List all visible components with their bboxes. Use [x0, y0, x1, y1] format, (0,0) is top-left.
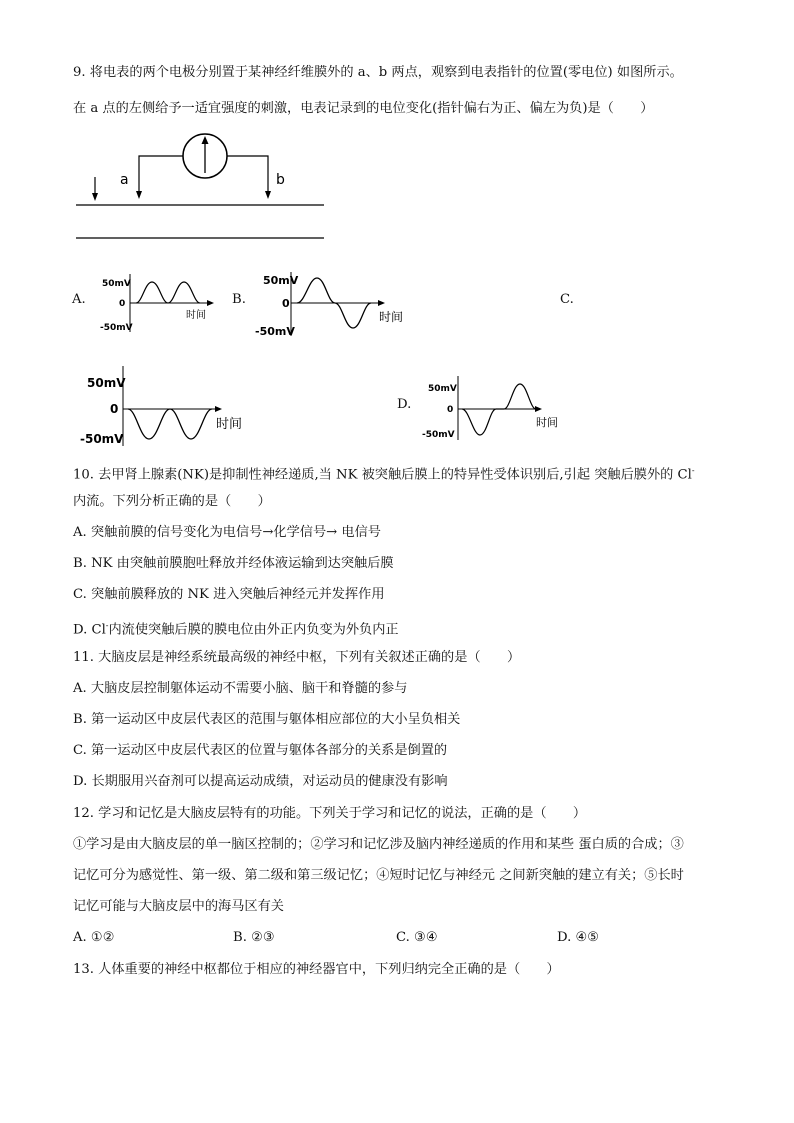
graph-a-xlabel: 时间: [186, 310, 206, 321]
q10-option-d: D. Cl-内流使突触后膜的膜电位由外正内负变为外负内正: [73, 621, 399, 638]
graph-d-xlabel: 时间: [536, 416, 558, 429]
q10-stem-line2: 内流。下列分析正确的是（ ）: [73, 494, 271, 509]
q12-option-a: A. ①②: [73, 930, 115, 945]
q9-option-b-label: B.: [232, 292, 246, 307]
graph-b-ylabel-neg: -50mV: [255, 325, 295, 338]
graph-b-xlabel: 时间: [379, 310, 404, 324]
q12-statement-line2: 记忆可分为感觉性、第一级、第二级和第三级记忆；④短时记忆与神经元 之间新突触的建立有关；⑤长时: [73, 868, 684, 883]
q10-stem-line1: 10. 去甲肾上腺素(NK)是抑制性神经递质,当 NK 被突触后膜上的特异性受体识别后,引起 突触后膜外的 Cl-: [73, 466, 695, 483]
graph-a-ylabel-neg: -50mV: [100, 323, 133, 333]
q9-stem-line1: 9. 将电表的两个电极分别置于某神经纤维膜外的 a、b 两点，观察到电表指针的位置(零电位) 如图所示。: [73, 65, 683, 80]
q9-option-d-label: D.: [397, 397, 412, 412]
q11-option-d: D. 长期服用兴奋剂可以提高运动成绩，对运动员的健康没有影响: [73, 774, 448, 789]
q11-option-c: C. 第一运动区中皮层代表区的位置与躯体各部分的关系是倒置的: [73, 743, 448, 758]
q11-option-a: A. 大脑皮层控制躯体运动不需要小脑、脑干和脊髓的参与: [73, 681, 408, 696]
electrode-a-label: a: [120, 172, 129, 188]
graph-d-ylabel-neg: -50mV: [422, 430, 455, 440]
graph-c-ylabel-neg: -50mV: [80, 432, 124, 446]
graph-d-ylabel-pos: 50mV: [428, 384, 457, 394]
q11-option-b: B. 第一运动区中皮层代表区的范围与躯体相应部位的大小呈负相关: [73, 712, 461, 727]
q12-option-d: D. ④⑤: [557, 930, 600, 945]
q9-stem-line2: 在 a 点的左侧给予一适宜强度的刺激，电表记录到的电位变化(指针偏右为正、偏左为负)是（ ）: [73, 101, 654, 116]
q12-option-b: B. ②③: [233, 930, 275, 945]
q12-stem: 12. 学习和记忆是大脑皮层特有的功能。下列关于学习和记忆的说法，正确的是（ ）: [73, 806, 587, 821]
q9-option-c-label: C.: [560, 292, 574, 307]
graph-c-ylabel-pos: 50mV: [87, 376, 126, 390]
q12-option-c: C. ③④: [396, 930, 438, 945]
electrode-b-label: b: [276, 172, 285, 188]
q10-option-b: B. NK 由突触前膜胞吐释放并经体液运输到达突触后膜: [73, 556, 394, 571]
graph-b-ylabel-pos: 50mV: [263, 274, 299, 287]
graph-c: [80, 362, 255, 450]
graph-d: [420, 372, 565, 444]
graph-d-ylabel-zero: 0: [447, 405, 454, 415]
graph-c-ylabel-zero: 0: [110, 402, 119, 416]
q10-option-a: A. 突触前膜的信号变化为电信号→化学信号→ 电信号: [73, 525, 381, 540]
q9-option-a-label: A.: [72, 292, 86, 307]
graph-a-ylabel-zero: 0: [119, 299, 126, 309]
graph-b-ylabel-zero: 0: [282, 297, 290, 310]
q9-apparatus-figure: [60, 125, 340, 245]
q12-statement-line1: ①学习是由大脑皮层的单一脑区控制的；②学习和记忆涉及脑内神经递质的作用和某些 蛋白质的合成；③: [73, 837, 684, 852]
q10-option-c: C. 突触前膜释放的 NK 进入突触后神经元并发挥作用: [73, 587, 385, 602]
q12-statement-line3: 记忆可能与大脑皮层中的海马区有关: [73, 899, 284, 914]
graph-a: [100, 268, 225, 334]
graph-a-ylabel-pos: 50mV: [102, 279, 131, 289]
q11-stem: 11. 大脑皮层是神经系统最高级的神经中枢，下列有关叙述正确的是（ ）: [73, 650, 521, 665]
graph-c-xlabel: 时间: [216, 417, 243, 432]
q13-stem: 13. 人体重要的神经中枢都位于相应的神经器官中，下列归纳完全正确的是（ ）: [73, 962, 560, 977]
graph-b: [255, 268, 415, 338]
